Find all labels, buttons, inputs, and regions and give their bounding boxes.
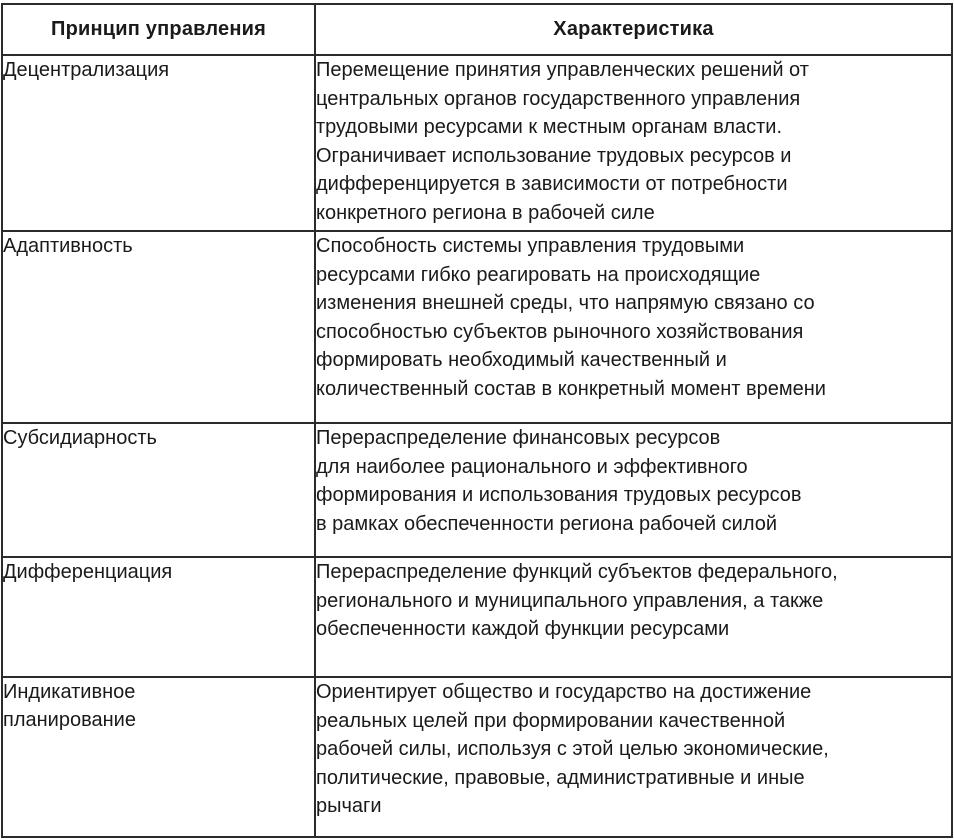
characteristic-line: обеспеченности каждой функции ресурсами [316, 618, 730, 641]
characteristic-line: конкретного региона в рабочей силе [316, 201, 655, 224]
characteristic-cell [315, 423, 952, 557]
header-characteristic: Характеристика [315, 4, 952, 55]
characteristic-line: Перераспределение функций субъектов федерального, [316, 561, 838, 583]
characteristic-line: Способность системы управления трудовыми [316, 235, 745, 257]
table-row [2, 423, 952, 557]
characteristic-line: Перемещение принятия управленческих решений от [316, 59, 809, 81]
principle-text: Адаптивность [3, 235, 133, 257]
principle-cell [2, 55, 315, 231]
principle-text: планирование [3, 709, 136, 731]
characteristic-line: политические, правовые, административные и иные [316, 766, 805, 789]
characteristic-line: в рамках обеспеченности региона рабочей силой [316, 512, 778, 535]
characteristic-line: формирования и использования трудовых ресурсов [316, 484, 802, 507]
principles-table [1, 3, 953, 838]
principle-cell [2, 557, 315, 677]
characteristic-line: дифференцируется в зависимости от потребности [316, 173, 788, 196]
header-row [2, 4, 952, 55]
characteristic-line: ресурсами гибко реагировать на происходящие [316, 263, 761, 286]
principle-text: Децентрализация [3, 59, 170, 81]
principle-cell [2, 231, 315, 423]
characteristic-line: для наиболее рационального и эффективного [316, 455, 748, 478]
characteristic-line: изменения внешней среды, что напрямую связано со [316, 292, 815, 315]
characteristic-line: регионального и муниципального управления, а также [316, 589, 824, 612]
characteristic-line: трудовыми ресурсами к местным органам власти. [316, 116, 783, 139]
principle-text: Субсидиарность [3, 427, 157, 449]
characteristic-line: центральных органов государственного управления [316, 87, 801, 110]
table-row [2, 55, 952, 231]
characteristic-line: реальных целей при формировании качественной [316, 709, 786, 732]
characteristic-line: рабочей силы, используя с этой целью экономические, [316, 738, 829, 761]
principle-text: Индикативное [3, 681, 136, 703]
principle-cell [2, 677, 315, 837]
principle-text: Дифференциация [3, 561, 173, 583]
principle-cell [2, 423, 315, 557]
characteristic-line: количественный состав в конкретный момент времени [316, 377, 826, 400]
characteristic-line: способностью субъектов рыночного хозяйствования [316, 320, 804, 343]
characteristic-line: рычаги [316, 795, 382, 818]
characteristic-line: Ориентирует общество и государство на достижение [316, 681, 812, 703]
characteristic-cell [315, 677, 952, 837]
table-row [2, 677, 952, 837]
characteristic-line: Ограничивает использование трудовых ресурсов и [316, 144, 792, 167]
table-row [2, 557, 952, 677]
characteristic-cell [315, 55, 952, 231]
table-row [2, 231, 952, 423]
characteristic-cell [315, 231, 952, 423]
characteristic-line: Перераспределение финансовых ресурсов [316, 427, 721, 449]
characteristic-line: формировать необходимый качественный и [316, 349, 727, 372]
characteristic-cell [315, 557, 952, 677]
header-principle: Принцип управления [2, 4, 315, 55]
